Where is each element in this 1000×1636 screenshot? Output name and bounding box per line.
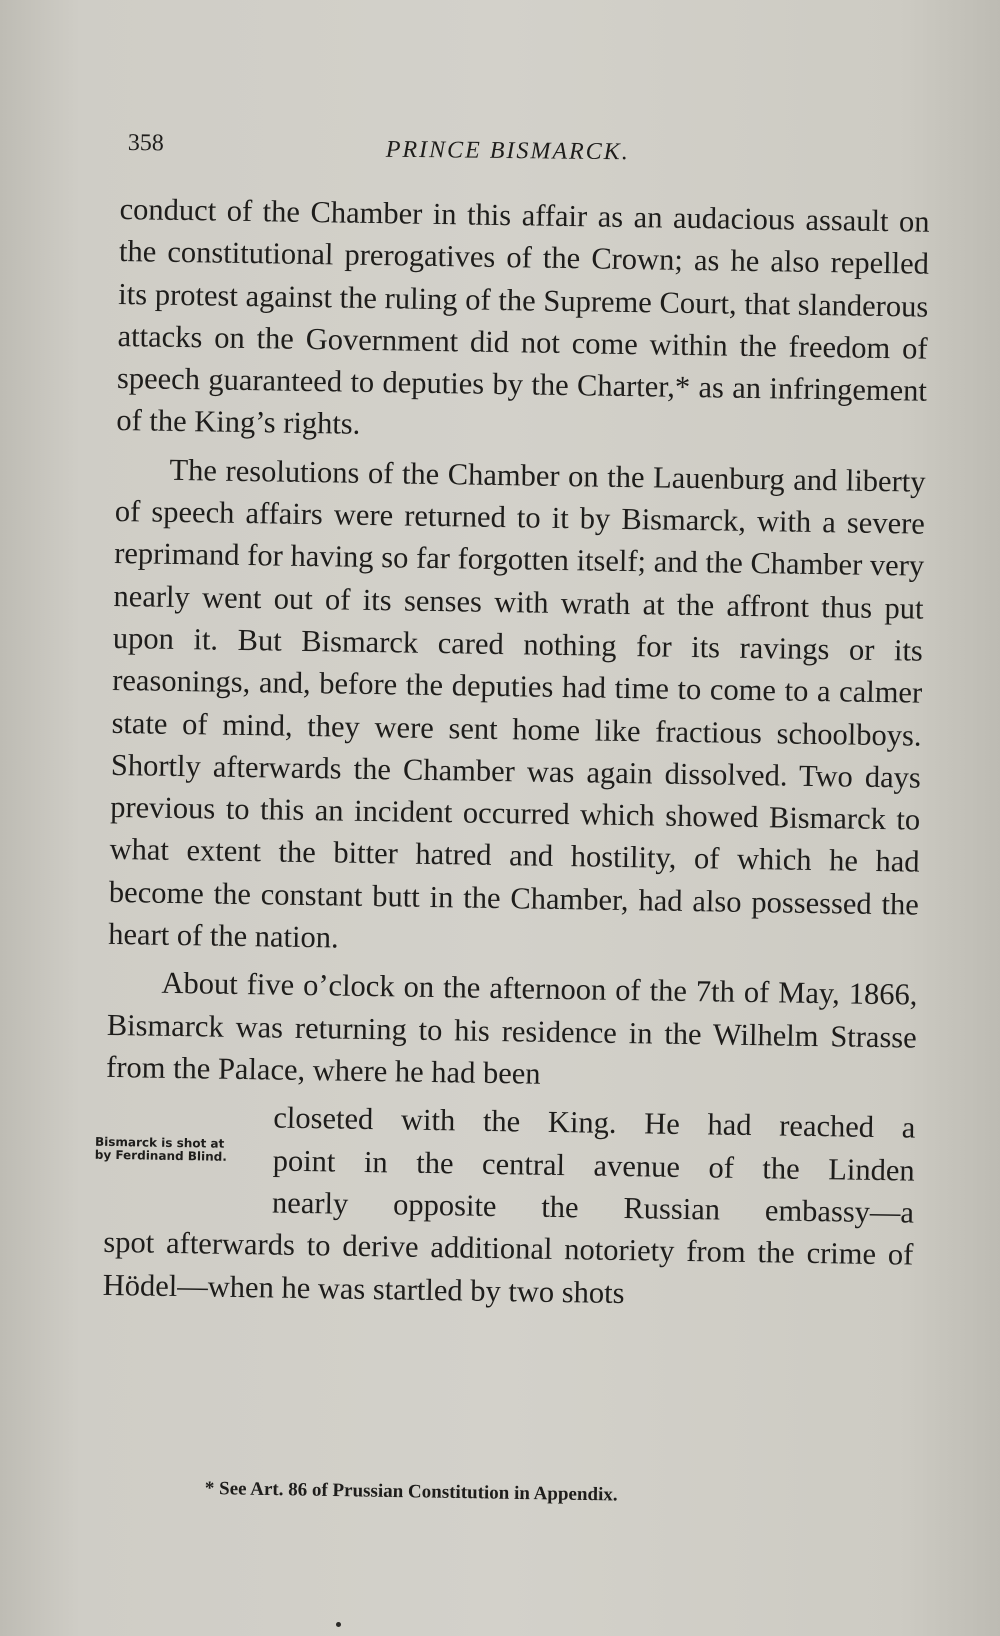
- margin-note: Bismarck is shot at by Ferdinand Blind.: [94, 1134, 227, 1165]
- indented-line: closeted with the King. He had reached a: [273, 1100, 916, 1145]
- paragraph-1: conduct of the Chamber in this affair as an audacious assault on the constitutional prerogatives of the Crown; as he also repelled its protest against the ruling of the Supreme Court, that slanderous attacks on the Government did not come within the freedom of speech guaranteed to deputies by the Charter,* as an infringement of the King’s rights.: [116, 191, 930, 442]
- running-title: PRINCE BISMARCK.: [385, 136, 630, 166]
- indented-line: nearly opposite the Russian embassy—a: [271, 1185, 915, 1230]
- indented-lines: [272, 1097, 916, 1234]
- paragraph-3-continued: spot afterwards to derive additional notoriety from the crime of Hödel—when he was startled by two shots: [102, 1225, 914, 1310]
- footnote: * See Art. 86 of Prussian Constitution in Appendix.: [204, 1478, 618, 1506]
- page-number: 358: [127, 130, 164, 157]
- page-header: [128, 130, 928, 178]
- sidenote-block: [94, 1094, 916, 1234]
- indented-line: point in the central avenue of the Linden: [272, 1143, 915, 1188]
- paper-speck: [336, 1622, 341, 1627]
- body-text: [94, 188, 930, 1318]
- paragraph-3: About five o’clock on the afternoon of the 7th of May, 1866, Bismarck was returning to his residence in the Wilhelm Strasse from the Palace, where he had been: [105, 966, 918, 1091]
- paragraph-2: The resolutions of the Chamber on the Lauenburg and liberty of speech affairs were returned to it by Bismarck, with a severe reprimand for having so far forgotten itself; and the Chamber very nearly went out of its senses with wrath at the affront thus put upon it. But Bismarck cared nothing for its ravings or its reasonings, and, before the deputies had time to come to a calmer state of mind, they were sent home like fractious schoolboys. Shortly afterwards the Chamber was again dissolved. Two days previous to this an incident occurred which showed Bismarck to what extent the bitter hatred and hostility, of which he had become the constant butt in the Chamber, had also possessed the heart of the nation.: [108, 452, 926, 955]
